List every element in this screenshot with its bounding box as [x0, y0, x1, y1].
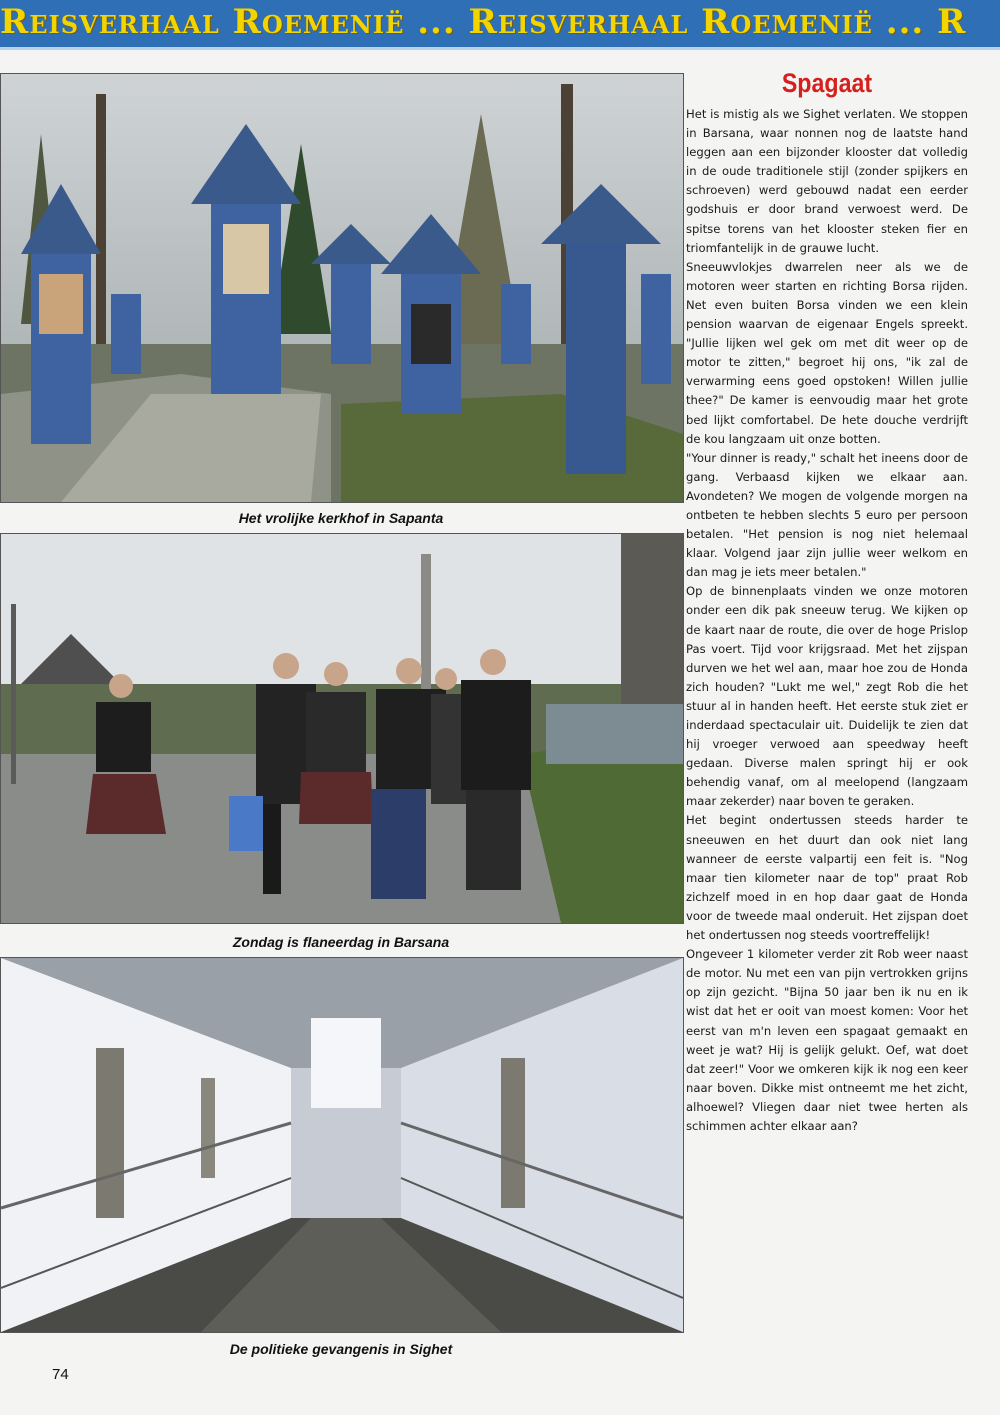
- header-rule: [0, 47, 1000, 50]
- caption-cemetery: Het vrolijke kerkhof in Sapanta: [238, 510, 444, 526]
- article-paragraph: "Your dinner is ready," schalt het ineens door de gang. Verbaasd kijken we elkaar aan. Avondeten? We mogen de volgende morgen na ontbeten te hebben slechts 5 euro per persoon betalen. "Het pension is nog niet helemaal klaar. Volgend jaar zijn jullie weer welkom en dan mag je iets meer betalen.": [686, 450, 968, 580]
- photo-cemetery: [0, 73, 684, 503]
- photo-prison: [0, 957, 684, 1333]
- prison-illustration: [1, 958, 683, 1332]
- article-heading: Spagaat: [781, 68, 873, 98]
- article-paragraph: Sneeuwvlokjes dwarrelen neer als we de motoren weer starten en richting Borsa rijden. Net even buiten Borsa vinden we een klein pension waarvan de eigenaar Engels spreekt. "Jullie lijken wel gek om met dit weer op de motor te zitten," begroet hij ons, "ik zal de verwarming eens goed opstoken! Willen jullie thee?" De kamer is eenvoudig maar het grote bed lijkt comfortabel. De hete douche verdrijft de kou langzaam uit onze botten.: [686, 259, 968, 446]
- caption-prison: De politieke gevangenis in Sighet: [229, 1341, 453, 1357]
- article-paragraph: Het is mistig als we Sighet verlaten. We stoppen in Barsana, waar nonnen nog de laatste hand leggen aan een bijzonder klooster dat volledig in de oude traditionele stijl (zonder spijkers en schroeven) werd gebouwd nadat een eerder godshuis er door brand verwoest werd. De spitse torens van het klooster steken fier en triomfantelijk in de grauwe lucht.: [686, 107, 968, 255]
- article-paragraph: Het begint ondertussen steeds harder te sneeuwen en het duurt dan ook niet lang wanneer de eerste valpartij een feit is. "Nog maar tien kilometer naar de top" praat Rob zichzelf moed in en hop daar gaat de Honda voor de tweede maal onderuit. Het zijspan doet het ondertussen nog steeds voortreffelijk!: [686, 813, 968, 943]
- article-paragraph: Op de binnenplaats vinden we onze motoren onder een dik pak sneeuw terug. We kijken op de kaart naar de route, die over de hoge Prislop Pas voert. Tijd voor krijgsraad. Met het zijspan durven we het wel aan, maar hoe zou de Honda zich houden? "Lukt me wel," zegt Rob die het stuur al in handen heeft. Het eerste stuk ziet er inderdaad spectaculair uit. Duidelijk te zien dat hij vroeger verwoed aan speedway heeft gedaan. Diverse malen springt hij er ook behendig vanaf, om al meelopend (langzaam maar zekerder) naar boven te geraken.: [686, 584, 968, 809]
- cemetery-illustration: [1, 74, 683, 502]
- header-banner: [0, 0, 1000, 47]
- photo-villagers: [0, 533, 684, 924]
- caption-villagers: Zondag is flaneerdag in Barsana: [232, 934, 450, 950]
- villagers-illustration: [1, 534, 683, 923]
- page-number: 74: [52, 1366, 69, 1383]
- article-column: [686, 68, 968, 1136]
- banner-title: Reisverhaal Roemenië ... Reisverhaal Roemenië ... R: [0, 2, 967, 42]
- article-paragraph: Ongeveer 1 kilometer verder zit Rob weer naast de motor. Nu met een van pijn vertrokken grijns op zijn gezicht. "Bijna 50 jaar ben ik nu en ik wist dat het er ooit van moest komen: Voor het eerst van m'n leven een spagaat gemaakt en weet je wat? Hij is gelijk gelukt. Oef, wat doet dat zeer!" Voor we omkeren kijk ik nog een keer naar boven. Dikke mist ontneemt me het zicht, alhoewel? Vliegen daar niet twee herten als schimmen achter elkaar aan?: [686, 947, 968, 1133]
